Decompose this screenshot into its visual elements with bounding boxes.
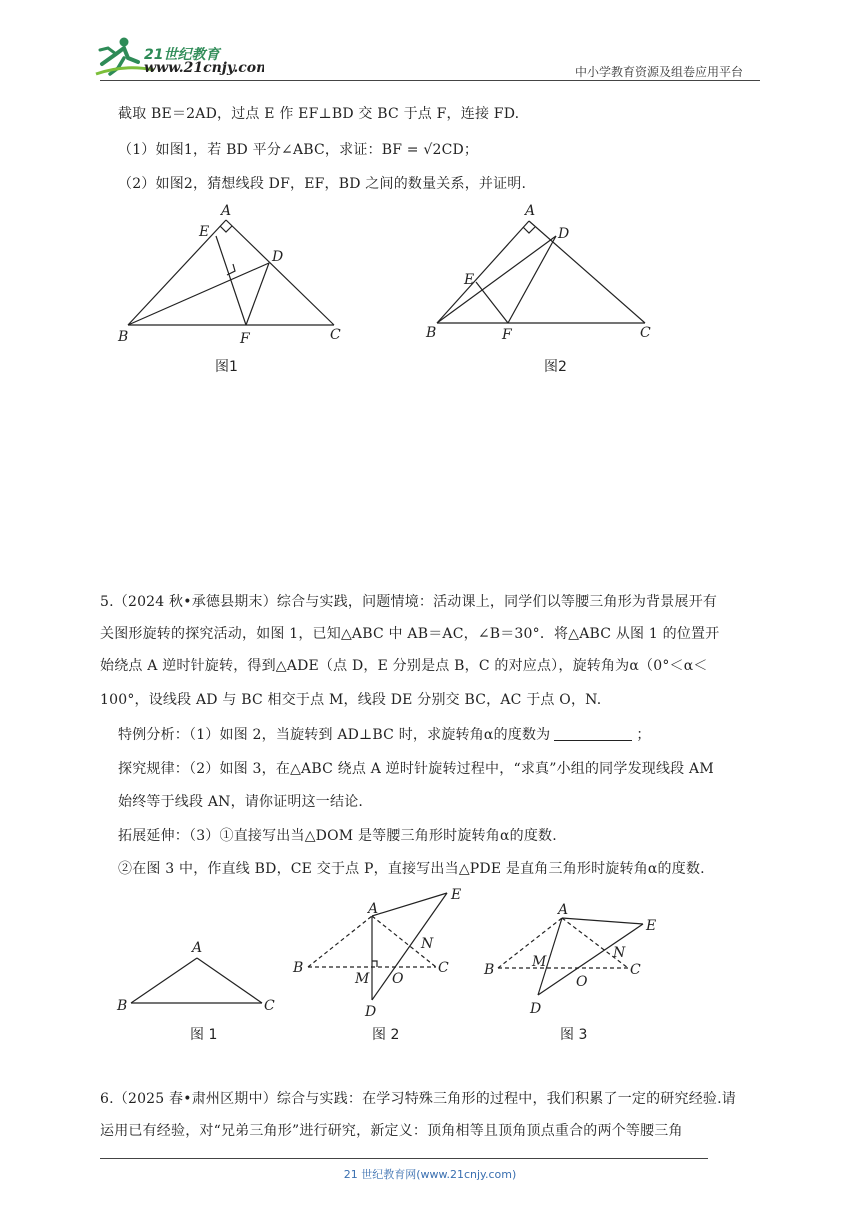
- point-label-B: B: [426, 325, 437, 341]
- point-label-A: A: [221, 203, 232, 219]
- q5-line-9: ②在图 3 中，作直线 BD，CE 交于点 P，直接写出当△PDE 是直角三角形时旋转角α的度数.: [118, 861, 705, 877]
- point-label-A: A: [525, 203, 536, 219]
- site-tagline: 中小学教育资源及组卷应用平台: [575, 65, 744, 79]
- logo-url-text: www.21cnjy.com: [144, 60, 264, 76]
- q5-figure-2-caption: 图 2: [372, 1027, 400, 1043]
- point-label-B: B: [117, 998, 128, 1014]
- q4-figure-1-caption: 图1: [215, 359, 238, 375]
- footer-link[interactable]: 21 世纪教育网(www.21cnjy.com): [343, 1168, 517, 1181]
- q6-line-1: 6.（2025 春•肃州区期中）综合与实践：在学习特殊三角形的过程中，我们积累了一定的研究经验.请: [100, 1091, 736, 1107]
- q4-figure-2-caption: 图2: [544, 359, 567, 375]
- footer-divider: [100, 1158, 708, 1159]
- answer-blank: [554, 726, 632, 741]
- q5-line-4: 100°，设线段 AD 与 BC 相交于点 M，线段 DE 分别交 BC，AC 于点 O，N.: [100, 692, 602, 708]
- point-label-N: N: [421, 936, 434, 952]
- header-divider: [100, 80, 760, 81]
- point-label-C: C: [630, 962, 641, 978]
- q5-part1-text: 特例分析：（1）如图 2，当旋转到 AD⊥BC 时，求旋转角α的度数为: [118, 727, 551, 743]
- point-label-B: B: [293, 960, 304, 976]
- point-label-E: E: [199, 224, 210, 240]
- q5-line-5: [118, 725, 651, 745]
- q4-part2: （2）如图2，猜想线段 DF，EF，BD 之间的数量关系，并证明.: [118, 176, 527, 192]
- point-label-C: C: [330, 327, 341, 343]
- point-label-M: M: [355, 971, 370, 987]
- point-label-B: B: [118, 329, 129, 345]
- q5-line-2: 关图形旋转的探究活动，如图 1，已知△ABC 中 AB＝AC，∠B＝30°．将△ABC 从图 1 的位置开: [100, 626, 720, 642]
- point-label-B: B: [484, 962, 495, 978]
- point-label-C: C: [438, 960, 449, 976]
- point-label-F: F: [240, 331, 250, 347]
- point-label-E: E: [464, 272, 475, 288]
- point-label-N: N: [613, 945, 626, 961]
- point-label-O: O: [392, 971, 404, 987]
- q5-line-8: 拓展延伸：（3）①直接写出当△DOM 是等腰三角形时旋转角α的度数.: [118, 828, 557, 844]
- point-label-M: M: [532, 954, 547, 970]
- point-label-D: D: [558, 226, 570, 242]
- point-label-A: A: [368, 901, 379, 917]
- point-label-F: F: [502, 327, 512, 343]
- point-label-C: C: [640, 325, 651, 341]
- q4-part1: （1）如图1，若 BD 平分∠ABC，求证：BF = √2CD；: [118, 142, 479, 158]
- point-label-D: D: [365, 1004, 377, 1020]
- q5-figure-1: [110, 930, 280, 1020]
- point-label-D: D: [272, 249, 284, 265]
- q4-figure-2: [420, 196, 660, 351]
- q5-line-3: 始绕点 A 逆时针旋转，得到△ADE（点 D，E 分别是点 B，C 的对应点），旋转角为α（0°＜α＜: [100, 658, 708, 674]
- q5-line-6: 探究规律：（2）如图 3，在△ABC 绕点 A 逆时针旋转过程中，“求真”小组的同学发现线段 AM: [118, 761, 714, 777]
- point-label-A: A: [558, 902, 569, 918]
- logo-main-text: 21世纪教育: [144, 47, 220, 63]
- point-label-E: E: [451, 887, 462, 903]
- point-label-O: O: [576, 974, 588, 990]
- q5-figure-3-caption: 图 3: [560, 1027, 588, 1043]
- q5-line-7: 始终等于线段 AN，请你证明这一结论.: [118, 794, 364, 810]
- point-label-D: D: [530, 1001, 542, 1017]
- q5-figure-1-caption: 图 1: [190, 1027, 218, 1043]
- site-logo: [94, 34, 264, 80]
- q4-text-line: 截取 BE＝2AD，过点 E 作 EF⊥BD 交 BC 于点 F，连接 FD.: [118, 106, 520, 122]
- q4-figure-1: [110, 196, 360, 351]
- q6-line-2: 运用已有经验，对“兄弟三角形”进行研究，新定义：顶角相等且顶角顶点重合的两个等腰三角: [100, 1123, 683, 1139]
- q5-line-1: 5.（2024 秋•承德县期末）综合与实践，问题情境：活动课上，同学们以等腰三角形为背景展开有: [100, 594, 718, 610]
- point-label-E: E: [646, 918, 657, 934]
- q5-part1-end: ；: [636, 727, 651, 743]
- point-label-A: A: [192, 940, 203, 956]
- q5-figure-2: [288, 880, 478, 1020]
- point-label-C: C: [264, 998, 275, 1014]
- q5-figure-3: [480, 895, 660, 1020]
